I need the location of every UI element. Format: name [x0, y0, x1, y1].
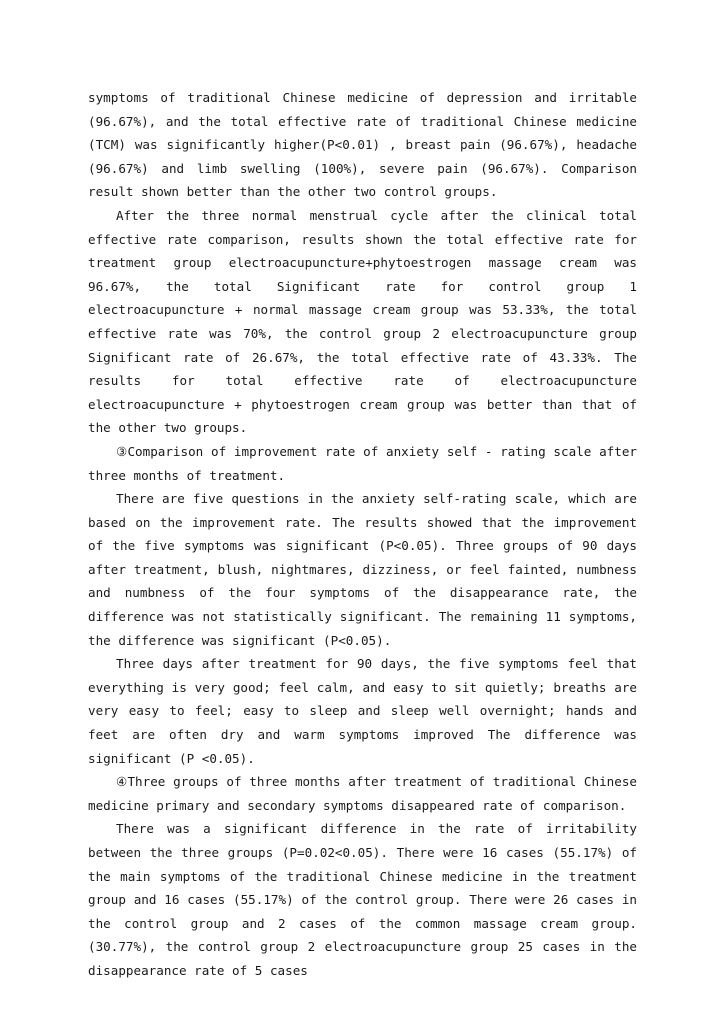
- paragraph-irritability-results: There was a significant difference in the rate of irritability between the three groups (P=0.02<0.05). There were 16 cases (55.17%) of the main symptoms of the traditional Chinese medicine in the treatment group and 16 cases (55.17%) of the control group. There were 26 cases in the control group and 2 cases of the common massage cream group. (30.77%), the control group 2 electroacupuncture group 25 cases in the disappearance rate of 5 cases: [88, 821, 637, 978]
- paragraph-total-effective-rate: After the three normal menstrual cycle after the clinical total effective rate comparison, results shown the total effective rate for treatment group electroacupuncture+phytoestrogen massage cream was 96.67%, the total Significant rate for control group 1 electroacupuncture + normal massage cream group was 53.33%, the total effective rate was 70%, the control group 2 electroacupuncture group Significant rate of 26.67%, the total effective rate of 43.33%. The results for total effective rate of electroacupuncture electroacupuncture + phytoestrogen cream group was better than that of the other two groups.: [88, 207, 637, 436]
- paragraph-anxiety-scale-results: There are five questions in the anxiety self-rating scale, which are based on the improvement rate. The results showed that the improvement of the five symptoms was significant (P<0.05). Three groups of 90 days after treatment, blush, nightmares, dizziness, or feel fainted, numbness and numbness of the four symptoms of the disappearance rate, the difference was not statistically significant. The remaining 11 symptoms, the difference was significant (P<0.05).: [88, 491, 637, 648]
- paragraph-five-symptoms: Three days after treatment for 90 days, the five symptoms feel that everything is very good; feel calm, and easy to sit quietly; breaths are very easy to feel; easy to sleep and sleep well overnight; hands and feet are often dry and warm symptoms improved The difference was significant (P <0.05).: [88, 656, 637, 766]
- paragraph-tcm-symptoms: symptoms of traditional Chinese medicine of depression and irritable (96.67%), and the total effective rate of traditional Chinese medicine (TCM) was significantly higher(P<0.01) , breast pain (96.67%), headache (96.67%) and limb swelling (100%), severe pain (96.67%). Comparison result shown better than the other two control groups.: [88, 90, 637, 200]
- paragraph-heading-disappearance-rate: ④Three groups of three months after treatment of traditional Chinese medicine primary and secondary symptoms disappeared rate of comparison.: [88, 774, 637, 813]
- paragraph-heading-anxiety-scale: ③Comparison of improvement rate of anxiety self - rating scale after three months of treatment.: [88, 443, 637, 483]
- document-page: [88, 86, 637, 983]
